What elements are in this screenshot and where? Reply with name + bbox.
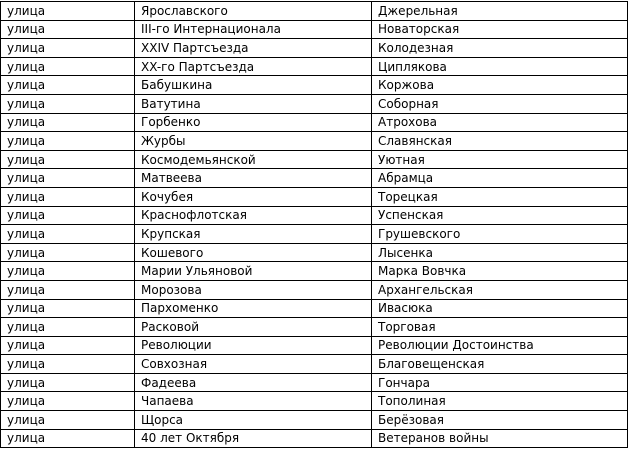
new-name-cell: Торецкая (372, 187, 628, 206)
old-name-cell: Горбенко (135, 113, 372, 132)
street-type-cell: улица (1, 225, 135, 244)
old-name-cell: XX-го Партсъезда (135, 57, 372, 76)
old-name-cell: Марии Ульяновой (135, 262, 372, 281)
table-row (1, 94, 628, 113)
new-name-cell: Тополиная (372, 392, 628, 411)
old-name-cell: Бабушкина (135, 76, 372, 95)
street-type-cell: улица (1, 169, 135, 188)
street-type-cell: улица (1, 336, 135, 355)
table-row (1, 411, 628, 430)
old-name-cell: Революции (135, 336, 372, 355)
old-name-cell: Крупская (135, 225, 372, 244)
table-row (1, 20, 628, 39)
street-type-cell: улица (1, 392, 135, 411)
new-name-cell: Атрохова (372, 113, 628, 132)
new-name-cell: Гончара (372, 373, 628, 392)
street-type-cell: улица (1, 355, 135, 374)
new-name-cell: Революции Достоинства (372, 336, 628, 355)
street-type-cell: улица (1, 187, 135, 206)
new-name-cell: Славянская (372, 132, 628, 151)
new-name-cell: Лысенка (372, 243, 628, 262)
old-name-cell: Краснофлотская (135, 206, 372, 225)
old-name-cell: Пархоменко (135, 299, 372, 318)
table-body (1, 2, 628, 448)
street-type-cell: улица (1, 373, 135, 392)
table-row (1, 39, 628, 58)
old-name-cell: Матвеева (135, 169, 372, 188)
new-name-cell: Колодезная (372, 39, 628, 58)
street-type-cell: улица (1, 206, 135, 225)
new-name-cell: Ивасюка (372, 299, 628, 318)
table-row (1, 150, 628, 169)
street-type-cell: улица (1, 94, 135, 113)
street-type-cell: улица (1, 113, 135, 132)
table-row (1, 2, 628, 21)
street-type-cell: улица (1, 76, 135, 95)
street-type-cell: улица (1, 262, 135, 281)
new-name-cell: Марка Вовчка (372, 262, 628, 281)
street-type-cell: улица (1, 20, 135, 39)
new-name-cell: Абрамца (372, 169, 628, 188)
table-row (1, 132, 628, 151)
table-row (1, 76, 628, 95)
old-name-cell: Ярославского (135, 2, 372, 21)
new-name-cell: Коржова (372, 76, 628, 95)
old-name-cell: XXIV Партсъезда (135, 39, 372, 58)
old-name-cell: Ватутина (135, 94, 372, 113)
street-type-cell: улица (1, 429, 135, 448)
old-name-cell: 40 лет Октября (135, 429, 372, 448)
street-type-cell: улица (1, 150, 135, 169)
old-name-cell: Щорса (135, 411, 372, 430)
table-row (1, 262, 628, 281)
street-type-cell: улица (1, 411, 135, 430)
table-row (1, 206, 628, 225)
new-name-cell: Соборная (372, 94, 628, 113)
table-row (1, 392, 628, 411)
street-type-cell: улица (1, 299, 135, 318)
old-name-cell: Совхозная (135, 355, 372, 374)
old-name-cell: Чапаева (135, 392, 372, 411)
new-name-cell: Джерельная (372, 2, 628, 21)
old-name-cell: Кошевого (135, 243, 372, 262)
new-name-cell: Архангельская (372, 280, 628, 299)
old-name-cell: Фадеева (135, 373, 372, 392)
street-type-cell: улица (1, 57, 135, 76)
new-name-cell: Грушевского (372, 225, 628, 244)
street-type-cell: улица (1, 280, 135, 299)
street-type-cell: улица (1, 243, 135, 262)
table-row (1, 429, 628, 448)
table-row (1, 355, 628, 374)
street-type-cell: улица (1, 39, 135, 58)
table-row (1, 225, 628, 244)
old-name-cell: Журбы (135, 132, 372, 151)
old-name-cell: Космодемьянской (135, 150, 372, 169)
table-row (1, 113, 628, 132)
table-row (1, 318, 628, 337)
new-name-cell: Уютная (372, 150, 628, 169)
table-row (1, 57, 628, 76)
new-name-cell: Ветеранов войны (372, 429, 628, 448)
old-name-cell: Расковой (135, 318, 372, 337)
new-name-cell: Берёзовая (372, 411, 628, 430)
table-row (1, 280, 628, 299)
new-name-cell: Торговая (372, 318, 628, 337)
renaming-table (0, 1, 628, 448)
new-name-cell: Циплякова (372, 57, 628, 76)
old-name-cell: III-го Интернационала (135, 20, 372, 39)
old-name-cell: Морозова (135, 280, 372, 299)
street-type-cell: улица (1, 2, 135, 21)
street-type-cell: улица (1, 318, 135, 337)
new-name-cell: Успенская (372, 206, 628, 225)
new-name-cell: Новаторская (372, 20, 628, 39)
new-name-cell: Благовещенская (372, 355, 628, 374)
table-row (1, 336, 628, 355)
table-row (1, 169, 628, 188)
street-type-cell: улица (1, 132, 135, 151)
table-row (1, 299, 628, 318)
old-name-cell: Кочубея (135, 187, 372, 206)
table-row (1, 243, 628, 262)
table-row (1, 187, 628, 206)
table-row (1, 373, 628, 392)
